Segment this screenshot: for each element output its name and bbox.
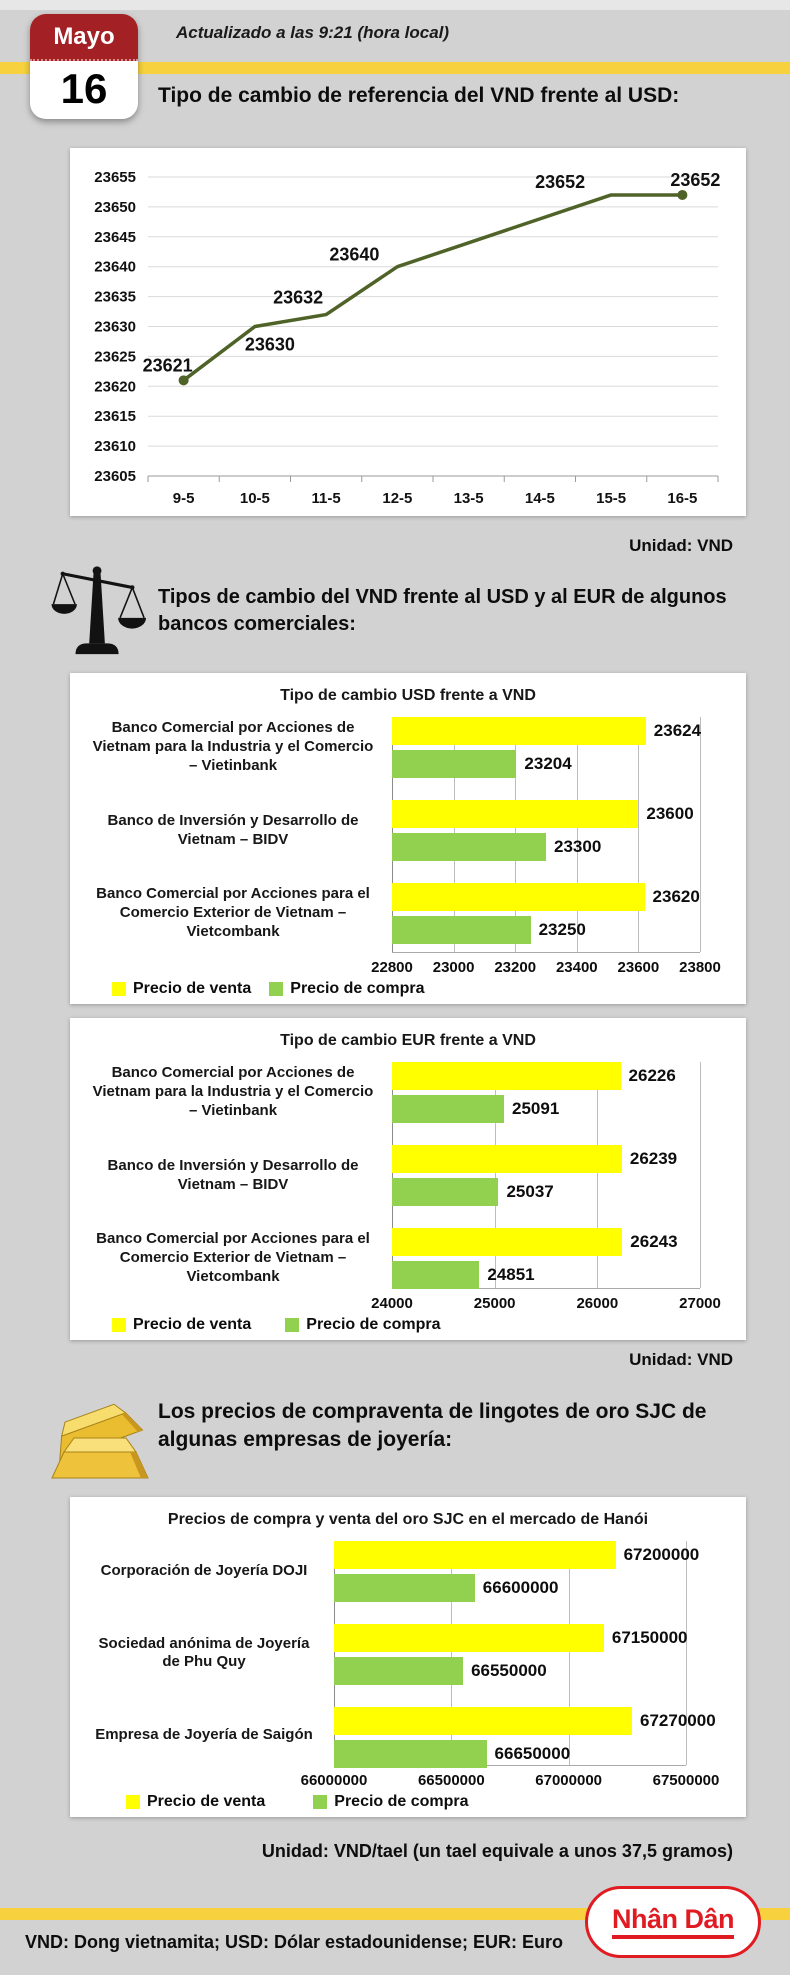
sell-price-bar: [334, 1624, 604, 1652]
bar-value: 26226: [628, 1066, 676, 1085]
bar-row: [334, 1624, 686, 1652]
x-tick-label: 67500000: [652, 1772, 720, 1789]
bar-value: 23250: [538, 920, 586, 939]
bar-value: 25037: [506, 1182, 554, 1201]
chart-body: [84, 1062, 732, 1289]
x-tick-label: 10-5: [239, 490, 270, 507]
data-point: [677, 190, 687, 200]
y-tick-label: 23620: [94, 378, 136, 396]
legend-label: Precio de venta: [133, 980, 252, 997]
plot-area: [334, 1541, 716, 1766]
legend-label: Precio de compra: [306, 1316, 441, 1333]
x-axis: [371, 1292, 721, 1314]
sell-price-bar: [392, 1062, 621, 1090]
category-label: Banco Comercial por Acciones para el Comercio Exterior de Vietnam – Vietcombank: [96, 885, 370, 940]
y-tick-label: 23630: [94, 318, 136, 336]
x-tick-label: 23200: [494, 959, 537, 976]
calendar-icon: [30, 14, 138, 119]
sell-price-bar: [392, 1145, 622, 1173]
unit-note-banks: Unidad: VND: [629, 1350, 733, 1369]
bar-group: [392, 1228, 700, 1289]
x-tick-label: 23000: [432, 959, 475, 976]
x-tick-label: 66000000: [300, 1772, 368, 1789]
sell-price-bar: [334, 1541, 616, 1569]
usd-bar-chart-panel: [70, 673, 746, 1004]
bar-group: [392, 717, 700, 778]
chart-body: [84, 1541, 732, 1766]
reference-line-chart: [70, 148, 746, 516]
bar-value: 23204: [524, 754, 572, 773]
legend-label: Precio de compra: [290, 980, 425, 997]
buy-price-bar: [334, 1740, 487, 1768]
gold-bar-chart-panel: [70, 1497, 746, 1817]
buy-price-swatch: [313, 1795, 327, 1809]
chart-title: Tipo de cambio USD frente a VND: [280, 687, 536, 704]
reference-line-chart-panel: [70, 148, 746, 516]
point-label: 23630: [244, 334, 295, 355]
bar-row: [392, 750, 700, 778]
x-tick-label: 23800: [679, 959, 721, 976]
buy-price-bar: [334, 1574, 475, 1602]
bar-value: 66550000: [471, 1661, 547, 1680]
buy-price-bar: [392, 1178, 498, 1206]
category-label: Banco de Inversión y Desarrollo de Vietnam – BIDV: [107, 811, 359, 848]
bar-value: 67270000: [640, 1711, 716, 1730]
x-tick-label: 14-5: [524, 490, 555, 507]
chart-title: Tipo de cambio EUR frente a VND: [280, 1032, 536, 1049]
scales-icon: [50, 558, 148, 662]
legend: [126, 1793, 732, 1811]
gold-section-title: Los precios de compraventa de lingotes de oro SJC de algunas empresas de joyería:: [158, 1400, 707, 1451]
bar-value: 23300: [554, 837, 602, 856]
bar-row: [392, 800, 700, 828]
legend-label: Precio de compra: [334, 1793, 469, 1810]
x-tick-label: 24000: [371, 1295, 413, 1312]
x-tick-label: 66500000: [417, 1772, 485, 1789]
chart-title: Precios de compra y venta del oro SJC en el mercado de Hanói: [167, 1511, 649, 1528]
sell-price-swatch: [112, 982, 126, 996]
y-tick-label: 23640: [94, 258, 136, 276]
x-tick-label: 9-5: [172, 490, 195, 507]
category-label: Empresa de Joyería de Saigón: [95, 1726, 313, 1744]
bar-row: [392, 1062, 700, 1090]
y-tick-label: 23635: [94, 288, 136, 306]
legend-item: [269, 980, 424, 998]
eur-bar-chart-panel: [70, 1018, 746, 1340]
bar-value: 23600: [646, 804, 694, 823]
gold-bars-icon: [34, 1386, 166, 1486]
x-tick-label: 11-5: [311, 490, 341, 507]
x-tick-label: 27000: [679, 1295, 721, 1312]
x-axis: [371, 956, 721, 978]
legend-label: Precio de venta: [133, 1316, 252, 1333]
bar-row: [392, 1095, 700, 1123]
bar-row: [392, 883, 700, 911]
legend: [112, 1316, 732, 1334]
x-tick-label: 22800: [371, 959, 413, 976]
bar-group: [392, 1062, 700, 1123]
buy-price-swatch: [285, 1318, 299, 1332]
gridline: [700, 717, 701, 952]
category-label: Banco de Inversión y Desarrollo de Vietnam – BIDV: [107, 1156, 359, 1193]
x-tick-label: 23400: [555, 959, 598, 976]
gridline: [700, 1062, 701, 1288]
page-title: Tipo de cambio de referencia del VND frente al USD:: [158, 84, 680, 107]
bar-value: 24851: [487, 1265, 535, 1284]
point-label: 23632: [273, 287, 324, 308]
bar-group: [334, 1624, 686, 1685]
x-tick-label: 12-5: [382, 490, 413, 507]
legend-item: [112, 980, 251, 998]
plot-area: [392, 717, 700, 953]
y-tick-label: 23650: [94, 198, 136, 216]
buy-price-swatch: [269, 982, 283, 996]
bar-row: [334, 1740, 686, 1768]
unit-note-gold: Unidad: VND/tael (un tael equivale a unos 37,5 gramos): [261, 1841, 733, 1861]
bar-group: [334, 1541, 700, 1602]
bar-row: [392, 916, 700, 944]
sell-price-swatch: [112, 1318, 126, 1332]
category-label: Banco Comercial por Acciones de Vietnam para la Industria y el Comercio – Vietinbank: [92, 719, 374, 774]
bar-row: [334, 1707, 716, 1735]
y-tick-label: 23625: [94, 348, 136, 366]
category-label: Corporación de Joyería DOJI: [100, 1561, 308, 1579]
bar-groups: [392, 717, 700, 944]
legend-item: [126, 1793, 265, 1811]
point-label: 23652: [670, 169, 721, 190]
category-labels: [84, 717, 382, 953]
buy-price-bar: [392, 916, 531, 944]
buy-price-bar: [392, 750, 516, 778]
bar-group: [392, 800, 700, 861]
bar-value: 67200000: [623, 1545, 700, 1564]
plot-area: [392, 1062, 700, 1289]
buy-price-bar: [392, 1261, 479, 1289]
x-tick-label: 13-5: [453, 490, 484, 507]
sell-price-bar: [392, 1228, 622, 1256]
calendar-day: 16: [60, 65, 108, 112]
y-tick-label: 23605: [94, 468, 136, 485]
bar-row: [334, 1657, 686, 1685]
bar-row: [334, 1541, 700, 1569]
bar-row: [392, 833, 700, 861]
buy-price-bar: [392, 833, 546, 861]
category-label: Banco Comercial por Acciones de Vietnam para la Industria y el Comercio – Vietinbank: [92, 1064, 374, 1119]
sell-price-bar: [334, 1707, 632, 1735]
buy-price-bar: [334, 1657, 463, 1685]
bar-row: [334, 1574, 686, 1602]
bar-value: 23624: [653, 721, 702, 740]
point-label: 23652: [535, 171, 586, 192]
sell-price-bar: [392, 800, 638, 828]
legend-label: Precio de venta: [147, 1793, 266, 1810]
bar-value: 23620: [652, 887, 700, 906]
abbreviations-note: VND: Dong vietnamita; USD: Dólar estadounidense; EUR: Euro: [25, 1932, 564, 1952]
bar-group: [392, 1145, 700, 1206]
category-labels: [84, 1541, 324, 1766]
y-tick-label: 23615: [94, 408, 136, 426]
x-tick-label: 23600: [617, 959, 660, 976]
bar-value: 26243: [630, 1232, 678, 1251]
x-tick-label: 16-5: [667, 490, 698, 507]
y-tick-label: 23655: [94, 169, 136, 186]
point-label: 23640: [329, 244, 380, 265]
bar-value: 66650000: [494, 1744, 571, 1763]
x-tick-label: 25000: [473, 1295, 516, 1312]
bar-groups: [334, 1541, 716, 1768]
banks-section-title: Tipos de cambio del VND frente al USD y al EUR de algunos bancos comerciales:: [158, 586, 727, 635]
x-tick-label: 67000000: [535, 1772, 603, 1789]
sell-price-bar: [392, 883, 645, 911]
chart-body: [84, 717, 732, 953]
calendar-month: Mayo: [53, 22, 115, 50]
category-label: Sociedad anónima de Joyería de Phu Quy: [98, 1634, 310, 1671]
updated-timestamp: Actualizado a las 9:21 (hora local): [176, 23, 450, 42]
bar-value: 25091: [512, 1099, 560, 1118]
bar-row: [392, 1228, 700, 1256]
bar-group: [334, 1707, 716, 1768]
legend-item: [112, 1316, 251, 1334]
x-tick-label: 15-5: [596, 490, 627, 507]
category-label: Banco Comercial por Acciones para el Comercio Exterior de Vietnam – Vietcombank: [96, 1230, 370, 1285]
nhan-dan-logo: [585, 1886, 761, 1958]
calendar-header: [30, 14, 138, 61]
unit-note-reference: Unidad: VND: [629, 536, 733, 555]
sell-price-bar: [392, 717, 646, 745]
gridline: [686, 1541, 687, 1765]
data-point: [179, 375, 189, 385]
category-labels: [84, 1062, 382, 1289]
bar-value: 67150000: [611, 1628, 688, 1647]
y-tick-label: 23610: [94, 438, 136, 456]
point-label: 23621: [142, 355, 193, 376]
bar-groups: [392, 1062, 700, 1289]
bar-row: [392, 1178, 700, 1206]
y-tick-label: 23645: [94, 228, 136, 246]
legend-item: [313, 1793, 468, 1811]
top-edge-strip: [0, 0, 790, 10]
bar-group: [392, 883, 700, 944]
sell-price-swatch: [126, 1795, 140, 1809]
bar-row: [392, 1261, 700, 1289]
legend-item: [285, 1316, 440, 1334]
nhan-dan-logo-text: Nhân Dân: [612, 1905, 734, 1938]
bar-value: 66600000: [482, 1578, 559, 1597]
bar-row: [392, 717, 700, 745]
x-axis: [300, 1769, 720, 1791]
bar-row: [392, 1145, 700, 1173]
legend: [112, 980, 732, 998]
x-tick-label: 26000: [576, 1295, 619, 1312]
bar-value: 26239: [629, 1149, 678, 1168]
buy-price-bar: [392, 1095, 504, 1123]
